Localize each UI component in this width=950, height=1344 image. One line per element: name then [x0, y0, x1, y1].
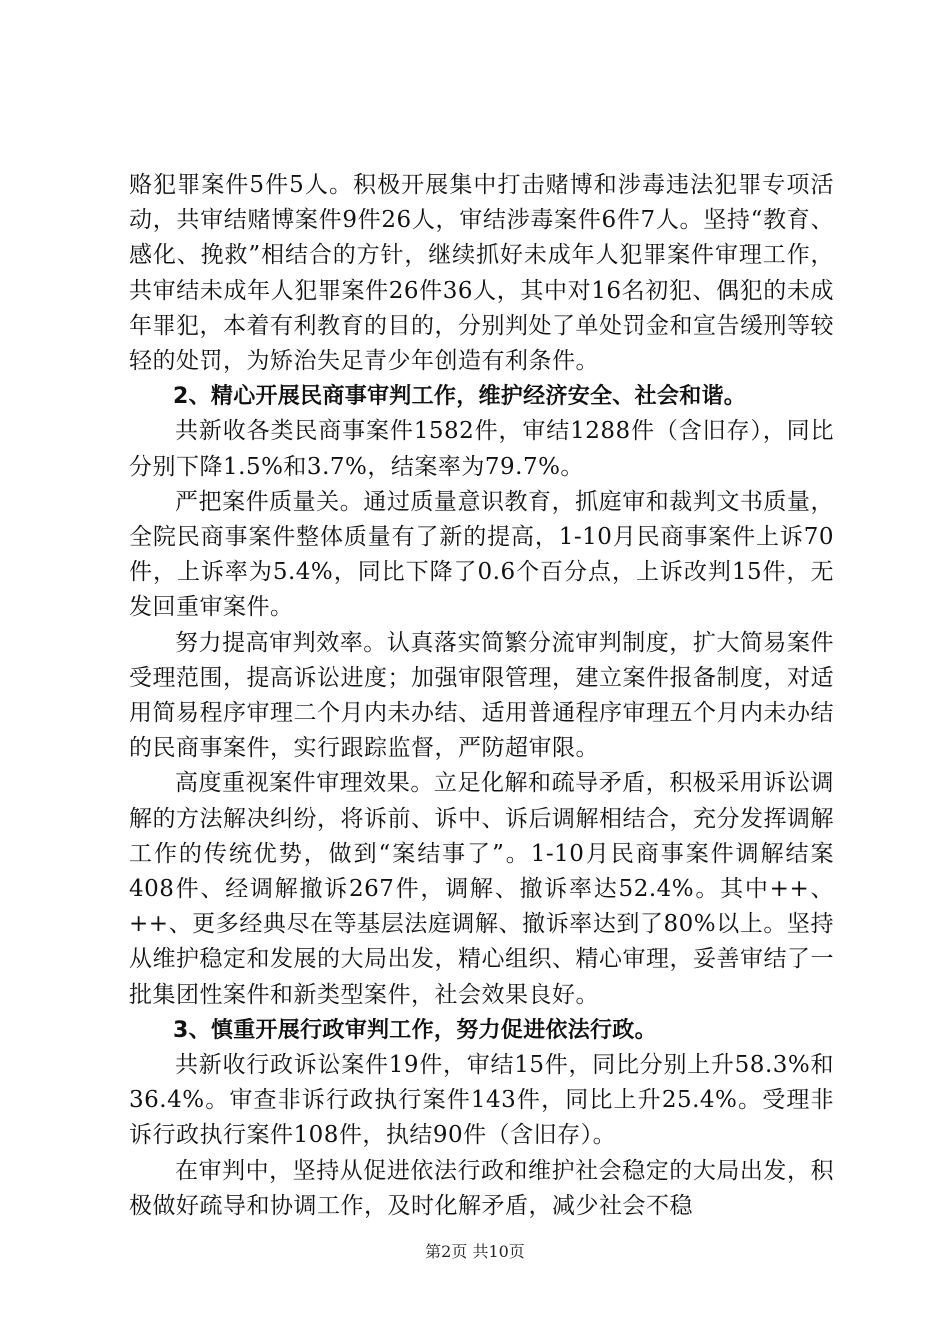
paragraph-5: 高度重视案件审理效果。立足化解和疏导矛盾，积极采用诉讼调解的方法解决纠纷，将诉前、诉中、诉后调解相结合，充分发挥调解工作的传统优势，做到“案结事了”。1-10月民商事案件调解结案408件、经调解撤诉267件，调解、撤诉率达52.4%。其中++、++、更多经典尽在等基层法庭调解、撤诉率达到了80%以上。坚持从维护稳定和发展的大局出发，精心组织、精心审理，妥善审结了一批集团性案件和新类型案件，社会效果良好。	[129, 770, 834, 1008]
page-number-footer: 第2页 共10页	[425, 1242, 525, 1261]
paragraph-1: 赂犯罪案件5件5人。积极开展集中打击赌博和涉毒违法犯罪专项活动，共审结赌博案件9件26人，审结涉毒案件6件7人。坚持“教育、感化、挽救”相结合的方针，继续抓好未成年人犯罪案件审理工作，共审结未成年人犯罪案件26件36人，其中对16名初犯、偶犯的未成年罪犯，本着有利教育的目的，分别判处了单处罚金和宣告缓刑等较轻的处罚，为矫治失足青少年创造有利条件。	[129, 172, 834, 375]
paragraph-6: 共新收行政诉讼案件19件，审结15件，同比分别上升58.3%和36.4%。审查非诉行政执行案件143件，同比上升25.4%。受理非诉行政执行案件108件，执结90件（含旧存）。	[129, 1052, 834, 1149]
paragraph-2: 共新收各类民商事案件1582件，审结1288件（含旧存），同比分别下降1.5%和3.7%，结案率为79.7%。	[129, 418, 834, 480]
section-heading-3: 3、慎重开展行政审判工作，努力促进依法行政。	[173, 1017, 657, 1043]
document-body	[129, 168, 834, 1224]
paragraph-7: 在审判中，坚持从促进依法行政和维护社会稳定的大局出发，积极做好疏导和协调工作，及时化解矛盾，减少社会不稳	[129, 1157, 834, 1219]
section-heading-2: 2、精心开展民商事审判工作，维护经济安全、社会和谐。	[173, 384, 747, 410]
paragraph-4: 努力提高审判效率。认真落实简繁分流审判制度，扩大简易案件受理范围，提高诉讼进度；加强审限管理，建立案件报备制度，对适用简易程序审理二个月内未办结、适用普通程序审理五个月内未办结的民商事案件，实行跟踪监督，严防超审限。	[129, 629, 834, 762]
paragraph-3: 严把案件质量关。通过质量意识教育，抓庭审和裁判文书质量，全院民商事案件整体质量有了新的提高，1-10月民商事案件上诉70件，上诉率为5.4%，同比下降了0.6个百分点，上诉改判15件，无发回重审案件。	[129, 488, 834, 621]
